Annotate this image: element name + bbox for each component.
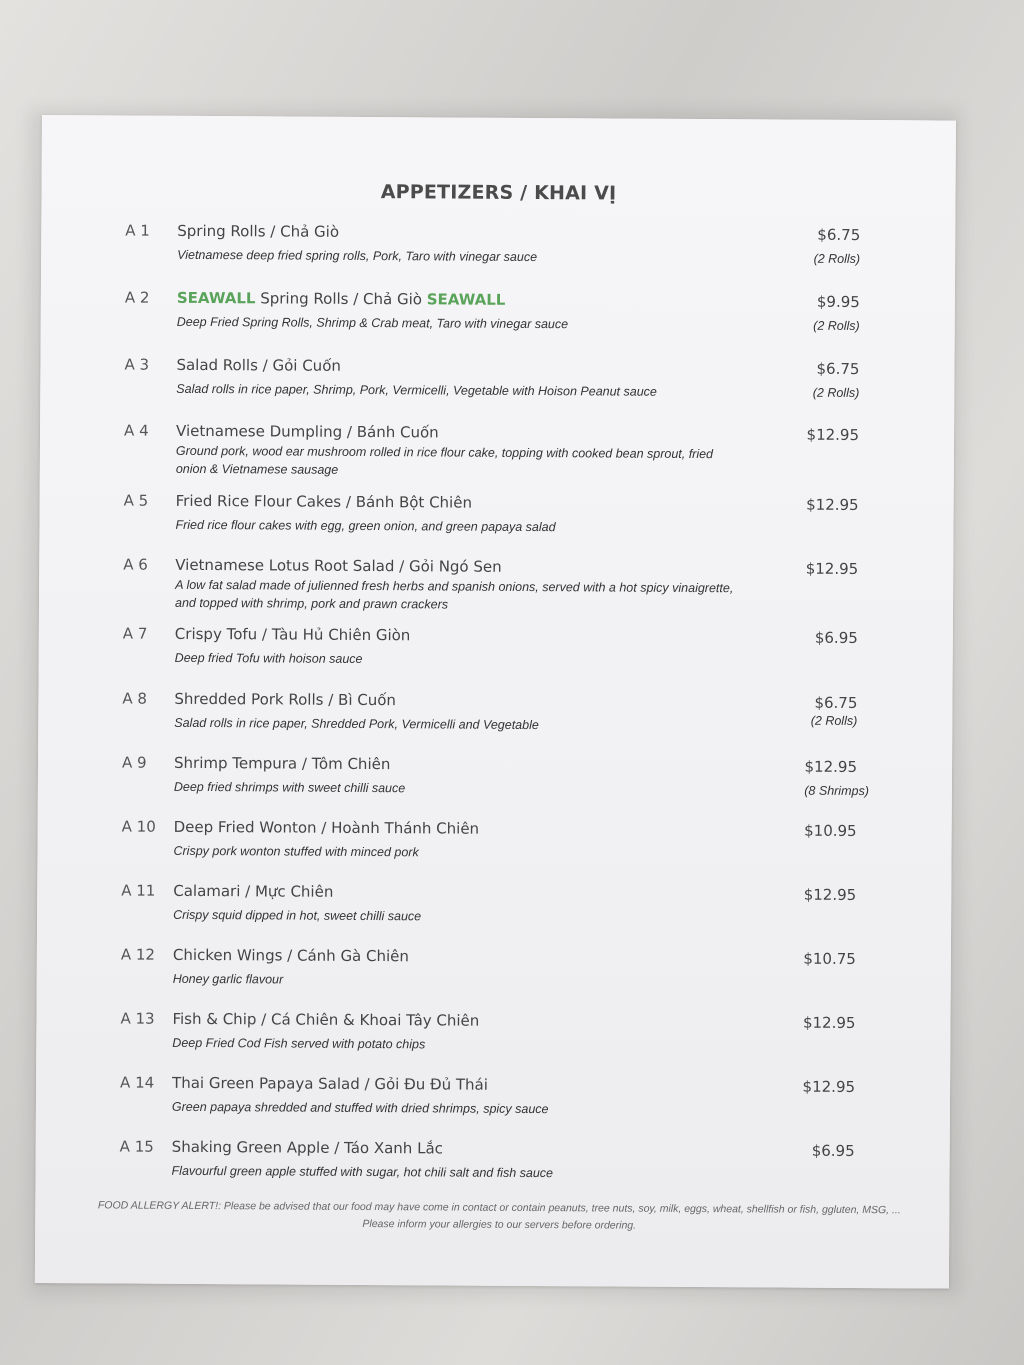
item-quantity: (2 Rolls) [812,385,860,400]
menu-item-a2 [125,289,870,354]
item-code: A 13 [120,1009,155,1028]
menu-item-a6 [123,556,868,621]
menu-item-a15 [119,1137,864,1202]
item-code: A 10 [121,817,156,836]
item-code: A 6 [123,555,148,574]
menu-item-a8 [122,690,867,755]
item-code: A 3 [124,355,150,374]
item-description: Salad rolls in rice paper, Shrimp, Pork, Vermicelli, Vegetable with Hoison Peanut sauce [176,381,657,399]
menu-item-a10 [121,818,866,883]
item-description: Fried rice flour cakes with egg, green onion, and green papaya salad [175,517,556,535]
item-code: A 2 [124,288,150,307]
menu-item-a3 [124,356,869,421]
item-name: Calamari / Mực Chiên [173,881,334,901]
item-name: Fried Rice Flour Cakes / Bánh Bột Chiên [175,491,473,512]
item-price: $6.95 [814,628,858,647]
item-description: A low fat salad made of julienned fresh herbs and spanish onions, served with a hot spicy vinaigrette, and topped with shrimp, pork and prawn crackers [174,577,734,612]
item-code: A 9 [121,753,147,772]
item-price: $12.95 [802,1013,856,1032]
item-name: Vietnamese Dumpling / Bánh Cuốn [176,421,439,442]
item-name: Thai Green Papaya Salad / Gỏi Đu Đủ Thái [172,1073,488,1094]
item-description: Vietnamese deep fried spring rolls, Pork, Taro with vinegar sauce [177,247,538,265]
item-description: Deep fried shrimps with sweet chilli sauce [173,779,406,796]
item-price: $6.75 [814,693,858,712]
menu-item-a4 [124,422,869,487]
item-name: Spring Rolls / Chả Giò [177,221,340,241]
item-code: A 4 [124,421,149,440]
menu-item-a9 [122,754,867,819]
item-name: Deep Fried Wonton / Hoành Thánh Chiên [173,817,480,838]
item-price: $9.95 [816,292,860,311]
item-price: $12.95 [806,495,859,514]
item-description: Ground pork, wood ear mushroom rolled in rice flour cake, topping with cooked bean sprout, fried onion & Vietnamese sausage [175,443,714,477]
item-name-core: Spring Rolls / Chả Giò [255,289,427,309]
item-price: $12.95 [802,1077,856,1096]
seawall-brand-text: SEAWALL [176,288,256,308]
item-quantity: (2 Rolls) [810,713,858,728]
item-code: A 8 [122,689,148,708]
item-price: $12.95 [806,425,860,444]
menu-item-a7 [123,625,868,690]
item-code: A 5 [123,491,149,510]
item-price: $10.75 [803,949,856,968]
menu-item-a14 [120,1073,865,1138]
menu-item-a11 [121,881,866,946]
item-description: Green papaya shredded and stuffed with dried shrimps, spicy sauce [171,1099,549,1117]
item-description: Salad rolls in rice paper, Shredded Pork, Vermicelli and Vegetable [174,715,539,733]
allergy-notice: FOOD ALLERGY ALERT!: Please be advised that our food may have come in contact or contain peanuts, tree nuts, soy, milk, eggs, wheat, shellfish or fish, ggluten, MSG, ... Please inform your allergies to our servers before ordering. [97,1199,901,1232]
item-description: Flavourful green apple stuffed with sugar, hot chili salt and fish sauce [171,1163,554,1181]
item-code: A 11 [121,881,156,900]
item-code: A 1 [125,221,150,240]
item-price: $6.75 [817,225,861,245]
seawall-brand-text: SEAWALL [426,290,506,309]
menu-item-a13 [120,1009,865,1074]
item-code: A 12 [120,945,156,964]
item-code: A 7 [122,624,148,643]
item-name: Shaking Green Apple / Táo Xanh Lắc [171,1137,443,1158]
item-quantity: (8 Shrimps) [804,783,869,799]
item-name: Chicken Wings / Cánh Gà Chiên [172,945,410,966]
menu-item-a1 [125,222,870,287]
item-name: Salad Rolls / Gỏi Cuốn [176,355,341,375]
item-name: Shredded Pork Rolls / Bì Cuốn [174,689,397,710]
item-description: Crispy pork wonton stuffed with minced pork [173,843,419,860]
item-name: Vietnamese Lotus Root Salad / Gỏi Ngó Sen [175,555,502,576]
item-name: Fish & Chip / Cá Chiên & Khoai Tây Chiên [172,1009,480,1030]
item-name [177,289,506,309]
item-price: $12.95 [804,757,858,776]
item-price: $10.95 [804,821,857,840]
item-code: A 14 [120,1073,155,1092]
item-code: A 15 [119,1137,154,1156]
menu-title: APPETIZERS / KHAI VỊ [380,181,617,205]
item-price: $12.95 [803,885,857,904]
menu-item-a12 [121,945,866,1010]
item-price: $6.95 [811,1141,855,1160]
menu-page [35,115,956,1289]
menu-item-a5 [123,492,868,557]
item-description: Deep Fried Cod Fish served with potato chips [172,1035,426,1052]
item-description: Deep Fried Spring Rolls, Shrimp & Crab meat, Taro with vinegar sauce [176,314,569,332]
item-description: Honey garlic flavour [172,971,284,987]
item-name: Crispy Tofu / Tàu Hủ Chiên Giòn [174,624,411,645]
item-price: $6.75 [816,359,860,378]
item-description: Crispy squid dipped in hot, sweet chilli sauce [173,907,422,924]
item-quantity: (2 Rolls) [813,318,860,333]
item-quantity: (2 Rolls) [813,251,861,267]
item-name: Shrimp Tempura / Tôm Chiên [173,753,391,774]
item-price: $12.95 [805,559,859,578]
item-description: Deep fried Tofu with hoison sauce [174,650,363,666]
